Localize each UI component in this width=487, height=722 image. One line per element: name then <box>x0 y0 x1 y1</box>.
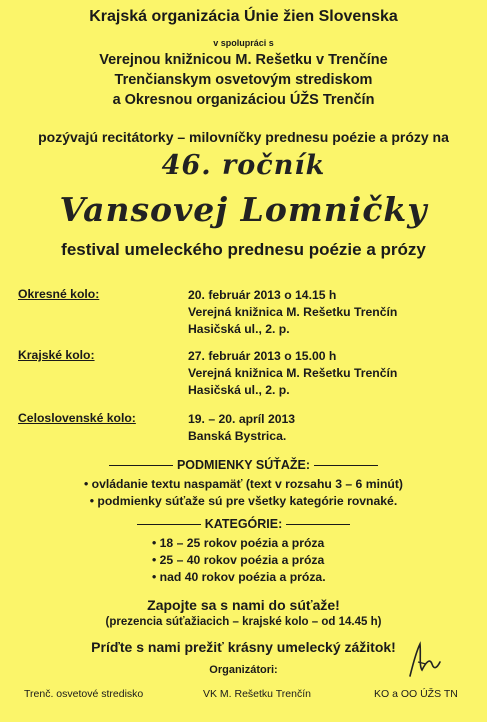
round-district-details: 20. február 2013 o 14.15 h Verejná knižnica M. Rešetku Trenčín Hasičská ul., 2. p. <box>188 288 398 336</box>
org-title: Krajská organizácia Únie žien Slovenska <box>89 8 398 25</box>
cooperation-label: v spolupráci s <box>213 38 274 48</box>
partner-library: Verejnou knižnicou M. Rešetku v Trenčíne <box>99 52 388 68</box>
signature-mark <box>404 640 444 685</box>
come-call: Príďte s nami prežiť krásny umelecký zážitok! <box>91 639 396 655</box>
partner-center: Trenčianskym osvetovým strediskom <box>114 72 373 88</box>
categories-list: • 18 – 25 rokov poézia a próza • 25 – 40 rokov poézia a próza • nad 40 rokov poézia a próza. <box>152 536 326 584</box>
round-regional-label: Krajské kolo: <box>18 348 95 362</box>
edition-title: 46. ročník <box>161 150 326 181</box>
organizer-left: Trenč. osvetové stredisko <box>24 688 144 700</box>
round-district-label: Okresné kolo: <box>18 287 100 301</box>
partner-district: a Okresnou organizáciou ÚŽS Trenčín <box>112 92 375 108</box>
conditions-heading: PODMIENKY SÚŤAŽE: <box>0 458 487 472</box>
organizers-heading: Organizátori: <box>209 664 278 676</box>
organizer-middle: VK M. Rešetku Trenčín <box>203 688 311 700</box>
festival-subtitle: festival umeleckého prednesu poézie a prózy <box>61 240 426 259</box>
presence-note: (prezencia súťažiacich – krajské kolo – od 14.45 h) <box>105 616 382 628</box>
categories-heading: KATEGÓRIE: <box>0 517 487 531</box>
festival-name: Vansovej Lomničky <box>59 190 428 229</box>
join-call: Zapojte sa s nami do súťaže! <box>147 597 340 613</box>
invite-line: pozývajú recitátorky – milovníčky prednesu poézie a prózy na <box>38 129 449 145</box>
round-regional-details: 27. február 2013 o 15.00 h Verejná knižnica M. Rešetku Trenčín Hasičská ul., 2. p. <box>188 349 398 397</box>
conditions-list: • ovládanie textu naspamäť (text v rozsahu 3 – 6 minút) • podmienky súťaže sú pre všetky kategórie rovnaké. <box>84 477 403 508</box>
round-national-label: Celoslovenské kolo: <box>18 411 136 425</box>
organizer-right: KO a OO ÚŽS TN <box>374 688 458 700</box>
round-national-details: 19. – 20. apríl 2013 Banská Bystrica. <box>188 412 296 443</box>
